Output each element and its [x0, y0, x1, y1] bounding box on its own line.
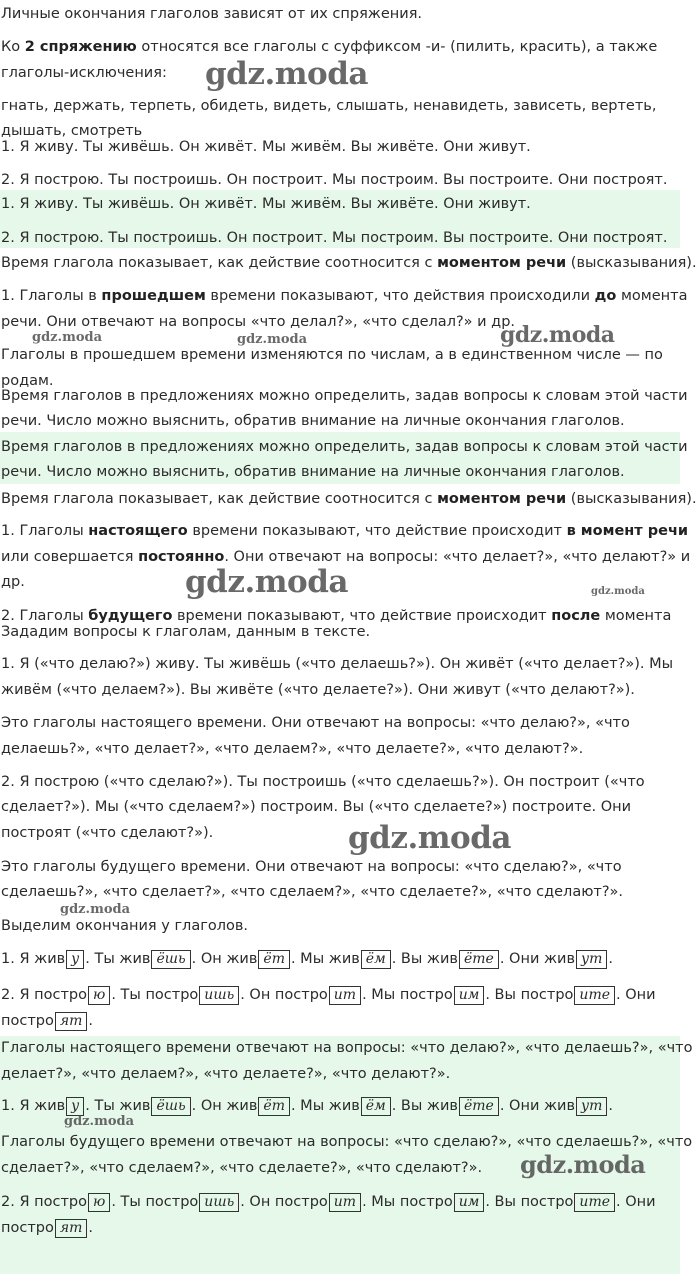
paragraph-line: сделает?»). Мы («что сделаем?») построим. Вы («что сделаете?») построите. Они	[1, 799, 632, 815]
paragraph-line: постро ят .	[1, 1013, 94, 1029]
paragraph-line: 2. Я построю («что сделаю?»). Ты построишь («что сделаешь?»). Он построит («что	[1, 774, 645, 790]
paragraph-line: 2. Я постро ю . Ты постро ишь . Он постро ит . Мы постро им . Вы постро ите . Они	[1, 987, 656, 1003]
ending-box: ём	[361, 950, 391, 969]
ending-box: ёшь	[151, 1097, 190, 1116]
ending-box: им	[454, 1193, 485, 1212]
ending-box: у	[66, 950, 84, 969]
ending-box: ят	[55, 1219, 88, 1238]
ending-box: ишь	[199, 986, 239, 1005]
paragraph-line: 2. Я построю. Ты построишь. Он построит. Мы построим. Вы построите. Они построят.	[1, 172, 668, 188]
paragraph-line: Личные окончания глаголов зависят от их спряжения.	[1, 6, 423, 22]
ending-box: им	[454, 986, 485, 1005]
paragraph-line: 1. Глаголы настоящего времени показывают, что действие происходит в момент речи	[1, 523, 689, 539]
text-block-tense-definition	[0, 248, 697, 278]
paragraph-line: Время глагола показывает, как действие соотносится с моментом речи (высказывания).	[1, 255, 697, 271]
watermark: gdz.moda	[205, 56, 368, 92]
paragraph-line: дышать, смотреть	[1, 123, 143, 139]
paragraph-line: Зададим вопросы к глаголам, данным в тексте.	[1, 624, 371, 640]
ending-box: ёшь	[151, 950, 190, 969]
paragraph-line: 2. Я построю. Ты построишь. Он построит. Мы построим. Вы построите. Они построят.	[1, 230, 668, 246]
text-block-tense-definition-2	[0, 484, 697, 514]
paragraph-line: или совершается постоянно. Они отвечают на вопросы: «что делает?», «что делают?» и	[1, 549, 691, 565]
ending-box: ит	[329, 1193, 361, 1212]
paragraph-line: Время глаголов в предложениях можно определить, задав вопросы к словам этой части	[1, 439, 688, 455]
paragraph-line: сделаешь?», «что сделает?», «что сделаем?», «что сделаете?», «что сделают?».	[1, 884, 624, 900]
paragraph-line: Время глагола показывает, как действие соотносится с моментом речи (высказывания).	[1, 491, 697, 507]
paragraph-line: живём («что делаем?»). Вы живёте («что делаете?»). Они живут («что делают?»).	[1, 682, 635, 698]
highlighted-block-tense-number	[0, 432, 688, 484]
ending-box: ите	[574, 986, 615, 1005]
paragraph-line: гнать, держать, терпеть, обидеть, видеть, слышать, ненавидеть, зависеть, вертеть,	[1, 98, 657, 114]
paragraph-line: Это глаголы будущего времени. Они отвечают на вопросы: «что сделаю?», «что	[1, 859, 622, 875]
paragraph-line: Это глаголы настоящего времени. Они отвечают на вопросы: «что делаю?», «что	[1, 715, 630, 731]
paragraph-line: речи. Они отвечают на вопросы «что делал?», «что сделал?» и др.	[1, 314, 516, 330]
paragraph-line: 2. Я постро ю . Ты постро ишь . Он постро ит . Мы постро им . Вы постро ите . Они	[1, 1194, 656, 1210]
watermark: gdz.moda	[64, 1114, 135, 1129]
paragraph-line: родам.	[1, 373, 54, 389]
ending-box: ят	[55, 1012, 88, 1031]
ending-box: ут	[576, 1097, 607, 1116]
paragraph-line: др.	[1, 574, 25, 590]
ending-box: ёт	[258, 950, 290, 969]
paragraph-line: Глаголы в прошедшем времени изменяются по числам, а в единственном числе — по	[1, 347, 663, 363]
paragraph-line: Глаголы настоящего времени отвечают на вопросы: «что делаю?», «что делаешь?», «что	[1, 1040, 693, 1056]
watermark: gdz.moda	[348, 820, 511, 856]
endings-line-present	[0, 944, 680, 978]
paragraph-line: Выделим окончания у глаголов.	[1, 918, 248, 934]
ending-box: ёте	[459, 950, 499, 969]
paragraph-line: 1. Я живу. Ты живёшь. Он живёт. Мы живём. Вы живёте. Они живут.	[1, 196, 531, 212]
paragraph-line: 1. Я живу. Ты живёшь. Он живёт. Мы живём. Вы живёте. Они живут.	[1, 139, 531, 155]
paragraph-line: сделает?», «что сделаем?», «что сделаете?», «что сделают?».	[1, 1160, 483, 1176]
highlighted-block-sentences	[0, 190, 680, 248]
ending-box: у	[66, 1097, 84, 1116]
paragraph-line: глаголы-исключения:	[1, 65, 167, 81]
ending-box: ю	[88, 1193, 110, 1212]
text-block-tense-number	[0, 380, 688, 432]
paragraph-line: 1. Я жив у . Ты жив ёшь . Он жив ёт . Мы жив ём . Вы жив ёте . Они жив ут .	[1, 951, 614, 967]
ending-box: ёт	[258, 1097, 290, 1116]
ending-box: ишь	[199, 1193, 239, 1212]
paragraph-line: Ко 2 спряжению относятся все глаголы с суффиксом -и- (пилить, красить), а также	[1, 39, 658, 55]
paragraph-line: делаешь?», «что делает?», «что делаем?», «что делаете?», «что делают?».	[1, 741, 584, 757]
paragraph-line: 2. Глаголы будущего времени показывают, что действие происходит после момента	[1, 608, 672, 624]
paragraph-line: построят («что сделают?»).	[1, 825, 214, 841]
ending-box: ю	[88, 986, 110, 1005]
paragraph-line: делает?», «что делаем?», «что делаете?», «что делают?».	[1, 1066, 451, 1082]
ending-box: ут	[576, 950, 607, 969]
ending-box: ите	[574, 1193, 615, 1212]
ending-box: ит	[329, 986, 361, 1005]
paragraph-line: Время глаголов в предложениях можно определить, задав вопросы к словам этой части	[1, 388, 688, 404]
paragraph-line: 1. Я («что делаю?») живу. Ты живёшь («что делаешь?»). Он живёт («что делает?»). Мы	[1, 656, 674, 672]
ending-box: ёте	[459, 1097, 499, 1116]
watermark: gdz.moda	[591, 586, 645, 597]
text-block-questions	[0, 618, 680, 938]
watermark: gdz.moda	[237, 332, 308, 347]
paragraph-line: речи. Число можно выяснить, обратив внимание на личные окончания глаголов.	[1, 464, 625, 480]
answer-block-sentences	[0, 134, 680, 189]
paragraph-line: 1. Глаголы в прошедшем времени показывают, что действия происходили до момента	[1, 288, 688, 304]
endings-line-future	[0, 980, 680, 1036]
watermark: gdz.moda	[32, 330, 103, 345]
watermark: gdz.moda	[500, 322, 615, 348]
watermark: gdz.moda	[185, 564, 348, 600]
watermark: gdz.moda	[60, 902, 131, 917]
watermark: gdz.moda	[520, 1150, 646, 1179]
paragraph-line: 1. Я жив у . Ты жив ёшь . Он жив ёт . Мы жив ём . Вы жив ёте . Они жив ут .	[1, 1098, 614, 1114]
paragraph-line: постро ят .	[1, 1220, 94, 1236]
ending-box: ём	[361, 1097, 391, 1116]
paragraph-line: речи. Число можно выяснить, обратив внимание на личные окончания глаголов.	[1, 413, 625, 429]
paragraph-line: Глаголы будущего времени отвечают на вопросы: «что сделаю?», «что сделаешь?», «что	[1, 1134, 693, 1150]
